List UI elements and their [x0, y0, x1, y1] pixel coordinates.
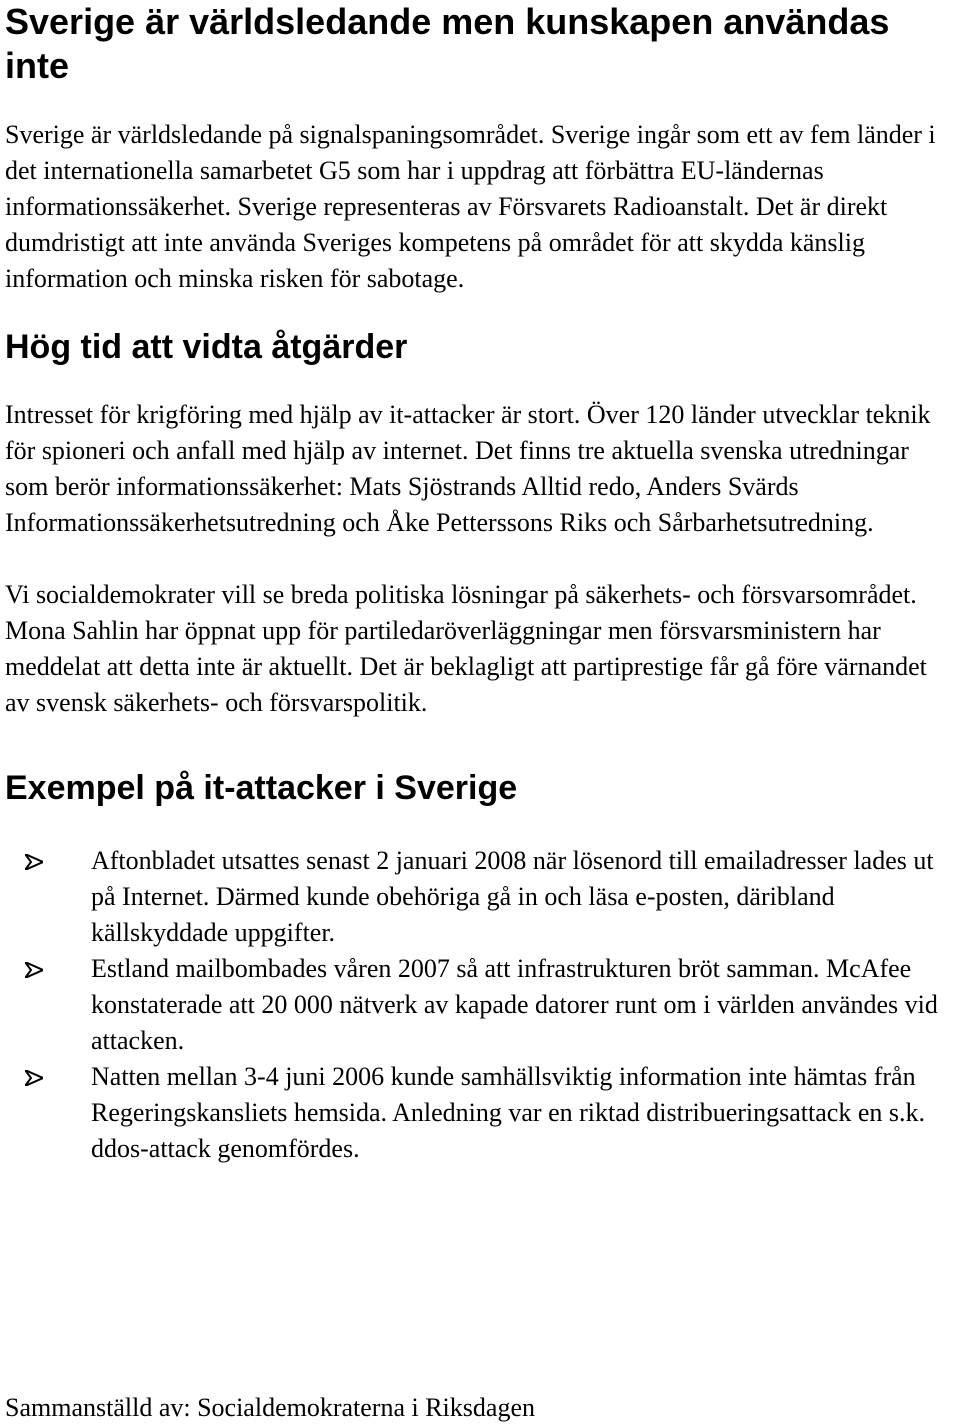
example-text: Estland mailbombades våren 2007 så att infrastrukturen bröt samman. McAfee konstaterade att 20 000 nätverk av kapade datorer runt om i världen användes vid attacken. — [91, 954, 938, 1055]
section-heading-hog-tid: Hög tid att vidta åtgärder — [5, 328, 408, 366]
page-title: Sverige är världsledande men kunskapen användas inte — [5, 1, 890, 86]
examples-list — [5, 843, 957, 1167]
document-page — [5, 0, 957, 1167]
paragraph-politics: Vi socialdemokrater vill se breda politiska lösningar på säkerhets- och försvarsområdet. Mona Sahlin har öppnat upp för partiledaröverläggningar men försvarsministern har meddelat att detta inte är aktuellt. Det är beklagligt att partiprestige får gå före värnandet av svensk säkerhets- och försvarspolitik. — [5, 580, 927, 717]
arrowhead-bullet-icon — [25, 854, 43, 870]
list-item — [5, 1059, 957, 1167]
section-heading-examples: Exempel på it-attacker i Sverige — [5, 769, 518, 807]
arrowhead-bullet-icon — [25, 1070, 43, 1086]
footer-credit: Sammanställd av: Socialdemokraterna i Riksdagen — [5, 1393, 535, 1422]
list-item — [5, 843, 957, 951]
list-item — [5, 951, 957, 1059]
paragraph-intro: Sverige är världsledande på signalspaningsområdet. Sverige ingår som ett av fem länder i det internationella samarbetet G5 som har i uppdrag att förbättra EU-ländernas informationssäkerhet. Sverige representeras av Försvarets Radioanstalt. Det är direkt dumdristigt att inte använda Sveriges kompetens på området för att skydda känslig information och minska risken för sabotage. — [5, 120, 936, 293]
example-text: Aftonbladet utsattes senast 2 januari 2008 när lösenord till emailadresser lades ut på Internet. Därmed kunde obehöriga gå in och läsa e-posten, däribland källskyddade uppgifter. — [91, 846, 934, 947]
example-text: Natten mellan 3-4 juni 2006 kunde samhällsviktig information inte hämtas från Regeringskansliets hemsida. Anledning var en riktad distribueringsattack en s.k. ddos-attack genomfördes. — [91, 1062, 925, 1163]
arrowhead-bullet-icon — [25, 962, 43, 978]
paragraph-interest: Intresset för krigföring med hjälp av it-attacker är stort. Över 120 länder utvecklar teknik för spioneri och anfall med hjälp av internet. Det finns tre aktuella svenska utredningar som berör informationssäkerhet: Mats Sjöstrands Alltid redo, Anders Svärds Informationssäkerhetsutredning och Åke Petterssons Riks och Sårbarhetsutredning. — [5, 400, 931, 537]
